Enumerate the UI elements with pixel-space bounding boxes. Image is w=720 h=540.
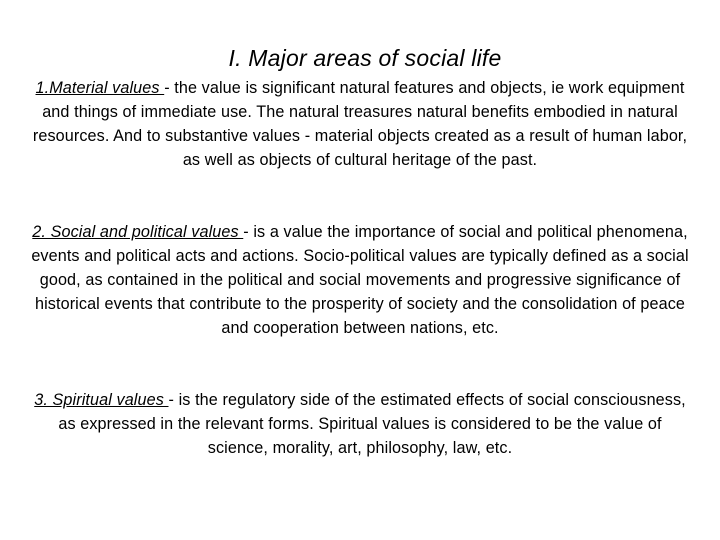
section-term: 1.Material values — [35, 79, 165, 97]
section-material-values — [26, 76, 694, 172]
section-term: 2. Social and political values — [32, 223, 244, 241]
section-text: - is a value the importance of social and political phenomena, events and political acts and actions. Socio-political values are typically defined as a social good, as contained in the political and social movements and progressive significance of historical events that contribute to the prosperity of society and the consolidation of peace and cooperation between nations, etc. — [31, 223, 689, 337]
section-spiritual-values — [26, 388, 694, 460]
section-text: - the value is significant natural features and objects, ie work equipment and things of immediate use. The natural treasures natural benefits embodied in natural resources. And to substantive values - material objects created as a result of human labor, as well as objects of cultural heritage of the past. — [32, 79, 688, 169]
section-term: 3. Spiritual values — [34, 391, 169, 409]
section-social-political-values — [26, 220, 694, 340]
section-text: - is the regulatory side of the estimated effects of social consciousness, as expressed in the relevant forms. Spiritual values is considered to be the value of science, morality, art, philosophy, law, etc. — [58, 391, 686, 457]
slide-title: I. Major areas of social life — [228, 45, 502, 71]
